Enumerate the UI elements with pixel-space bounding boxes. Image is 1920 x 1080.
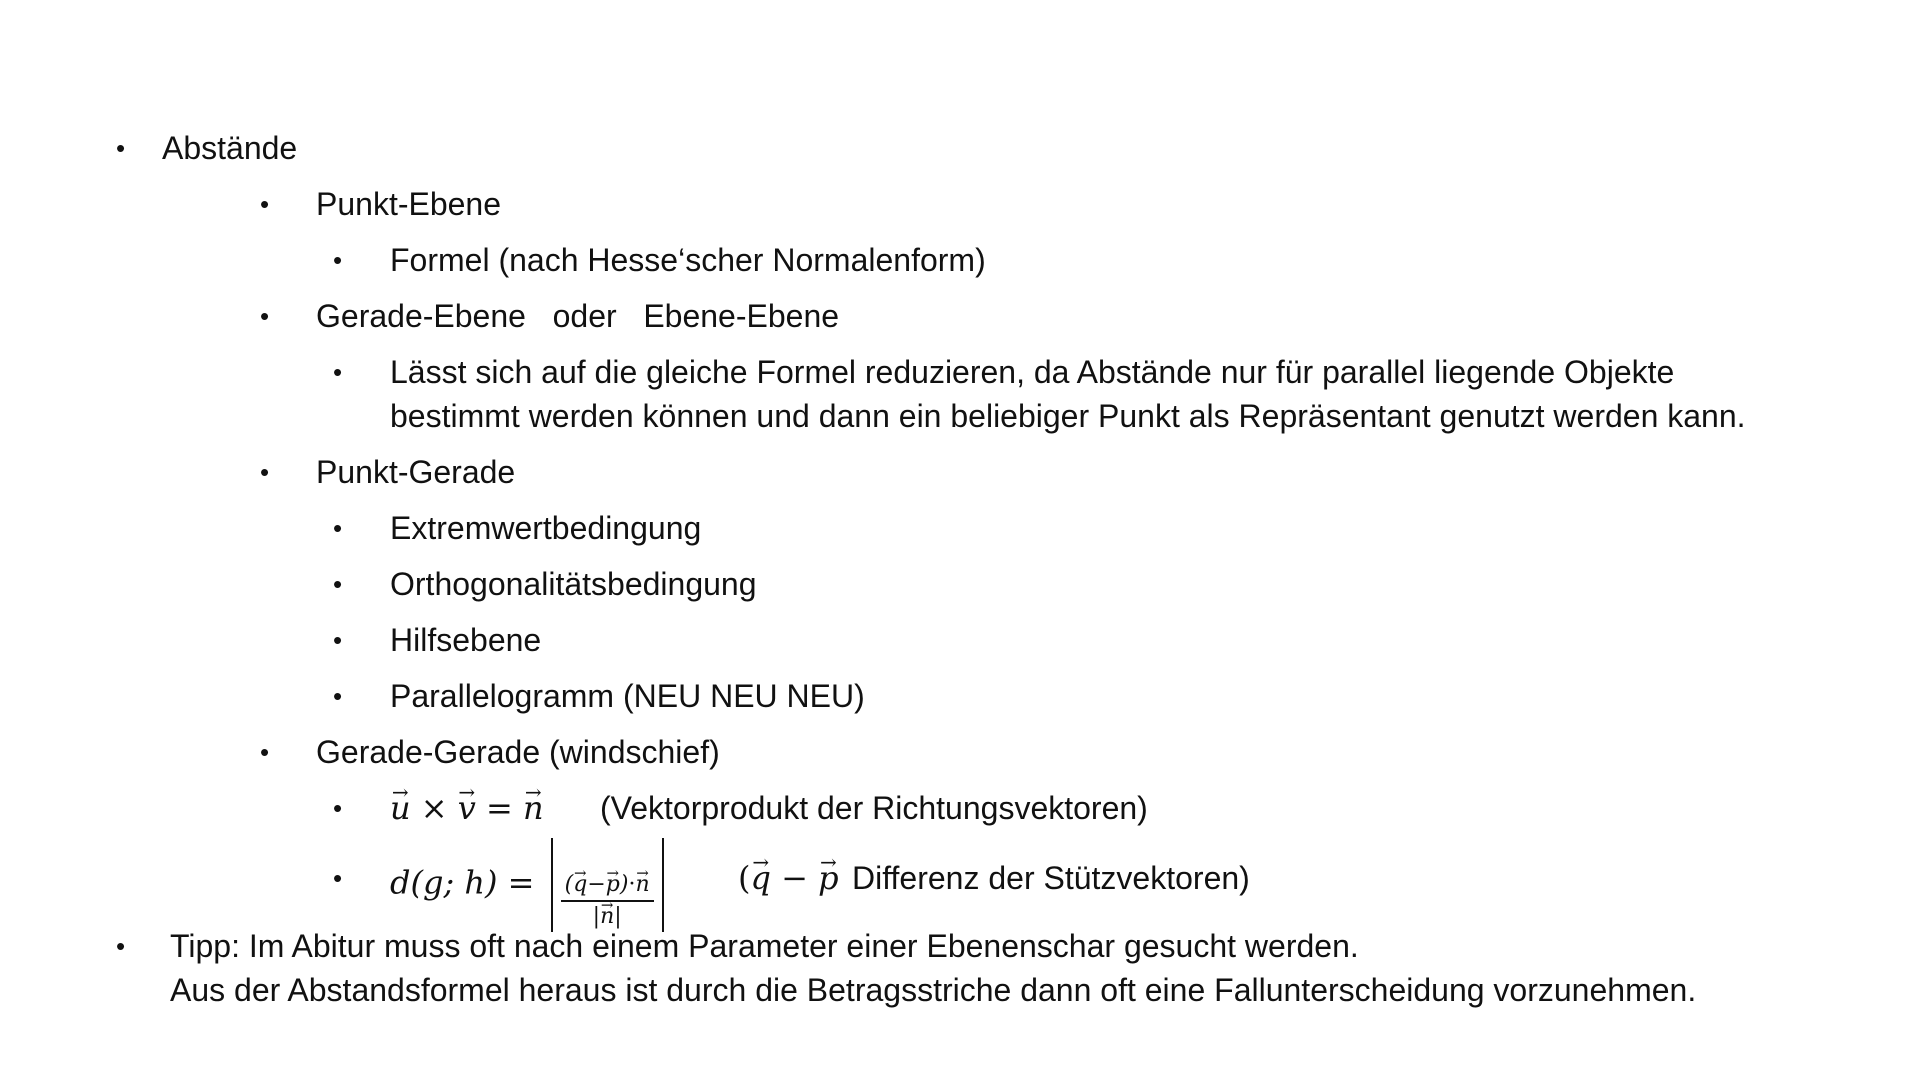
item-gerade-ebene: Gerade-Ebene oder Ebene-Ebene [316, 298, 840, 334]
tipp-line2: Aus der Abstandsformel heraus ist durch die Betragsstriche dann oft eine Fallunterscheidung vorzunehmen. [170, 972, 1697, 1008]
bullet: • [260, 189, 270, 219]
bullet: • [333, 681, 343, 711]
tipp-line1: Tipp: Im Abitur muss oft nach einem Parameter einer Ebenenschar gesucht werden. [170, 928, 1359, 964]
item-differenz-stuetzvektoren: Differenz der Stützvektoren) [852, 860, 1250, 896]
formula-cross-product: → u × → v = → n [390, 786, 544, 830]
item-vektorprodukt: (Vektorprodukt der Richtungsvektoren) [600, 790, 1148, 826]
abs-value-bars: $\frac{(\to q-\to p)\cdot\to n}{|\to n|}$ [551, 838, 664, 932]
bullet: • [260, 457, 270, 487]
bullet: • [333, 569, 343, 599]
heading-abstaende: Abstände [162, 130, 298, 166]
bullet: • [333, 863, 343, 893]
item-punkt-gerade: Punkt-Gerade [316, 454, 516, 490]
bullet: • [116, 931, 126, 961]
item-hilfsebene: Hilfsebene [390, 622, 542, 658]
item-gerade-gerade: Gerade-Gerade (windschief) [316, 734, 720, 770]
bullet: • [333, 625, 343, 655]
bullet: • [333, 793, 343, 823]
bullet: • [116, 133, 126, 163]
item-formel-hesse: Formel (nach Hesse‘scher Normalenform) [390, 242, 986, 278]
item-orthogonal: Orthogonalitätsbedingung [390, 566, 757, 602]
bullet: • [260, 737, 270, 767]
item-reduzieren-line2: bestimmt werden können und dann ein beliebiger Punkt als Repräsentant genutzt werden kann. [390, 398, 1746, 434]
item-punkt-ebene: Punkt-Ebene [316, 186, 502, 222]
bullet: • [333, 357, 343, 387]
formula-distance: d(g; h) = $\frac{(\to q-\to p)\cdot\to n}{|\to n|}$ [390, 838, 664, 932]
item-parallelogramm: Parallelogramm (NEU NEU NEU) [390, 678, 865, 714]
bullet: • [333, 513, 343, 543]
bullet: • [333, 245, 343, 275]
formula-q-minus-p: (→ q − → p [738, 856, 839, 900]
item-reduzieren-line1: Lässt sich auf die gleiche Formel reduzieren, da Abstände nur für parallel liegende Objekte [390, 354, 1675, 390]
bullet: • [260, 301, 270, 331]
item-extremwert: Extremwertbedingung [390, 510, 702, 546]
